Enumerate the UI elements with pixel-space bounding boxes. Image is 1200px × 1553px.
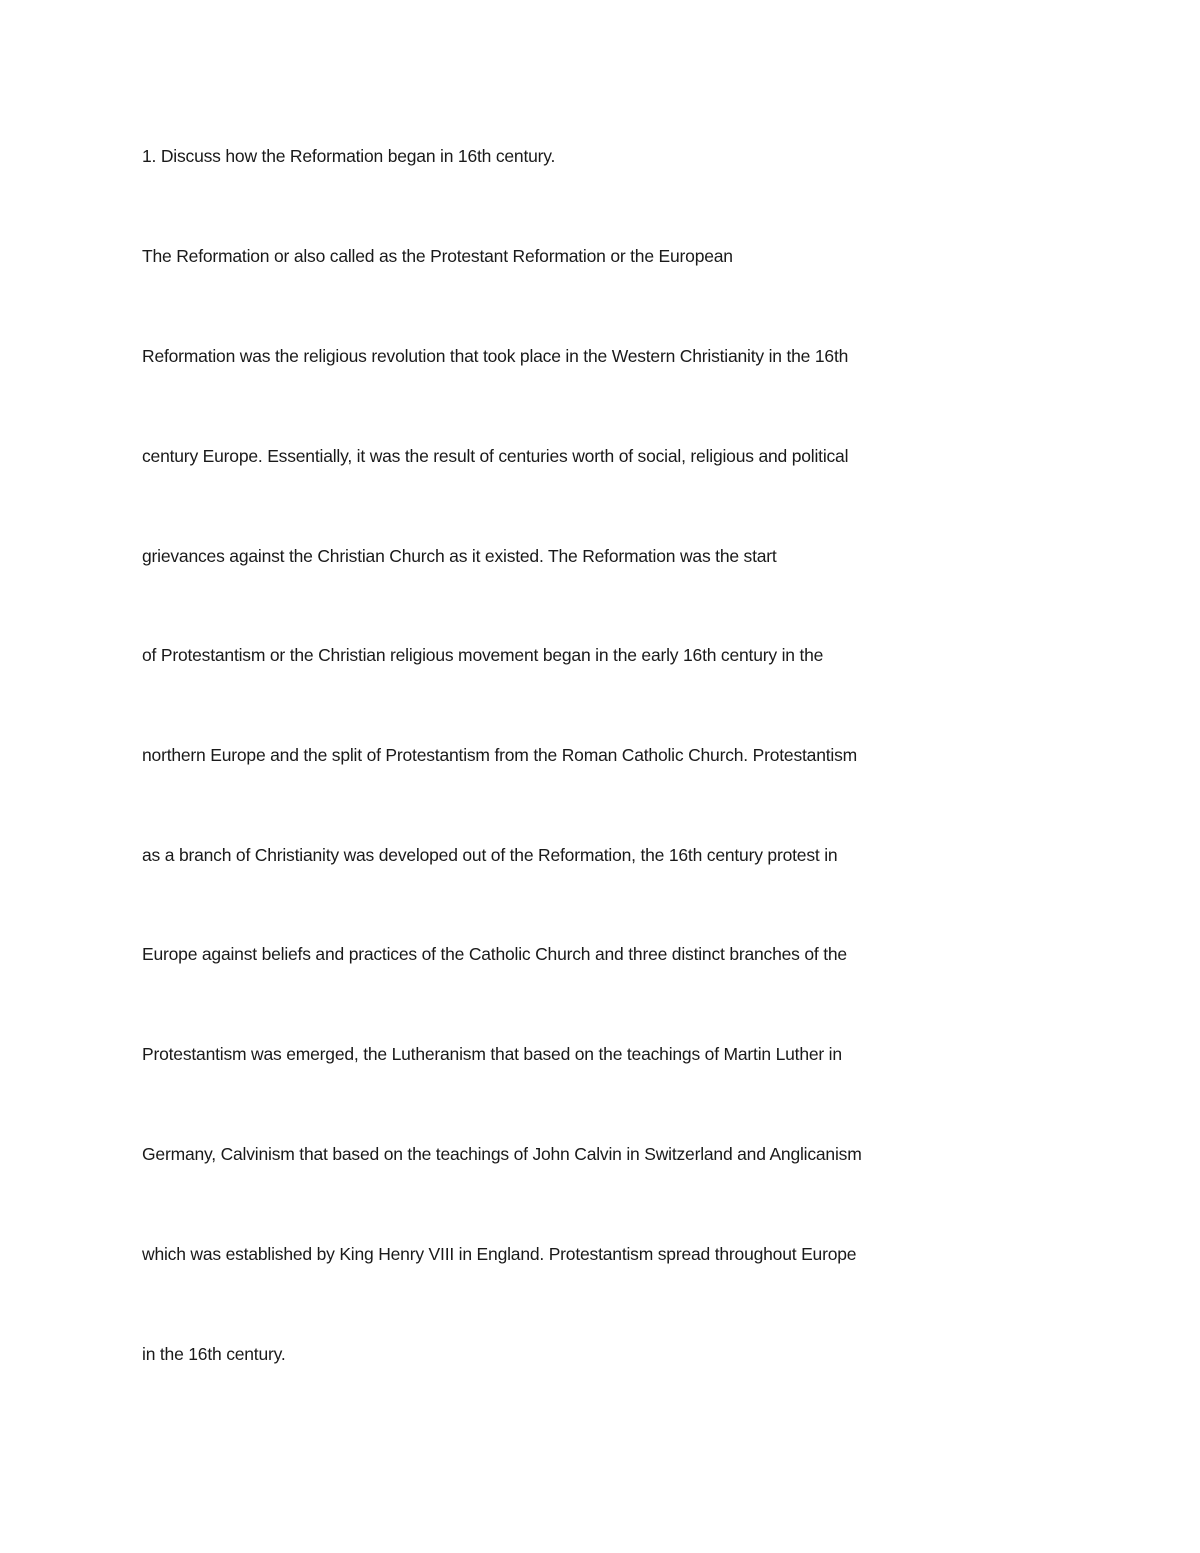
answer-line: century Europe. Essentially, it was the result of centuries worth of social, religious and political [142, 446, 849, 466]
answer-line: Europe against beliefs and practices of the Catholic Church and three distinct branches of the [142, 944, 847, 964]
answer-line: northern Europe and the split of Protestantism from the Roman Catholic Church. Protestantism [142, 745, 858, 765]
question-heading: 1. Discuss how the Reformation began in 16th century. [142, 146, 556, 166]
answer-line: in the 16th century. [142, 1344, 286, 1364]
answer-line: grievances against the Christian Church as it existed. The Reformation was the start [142, 546, 777, 566]
answer-line: Germany, Calvinism that based on the teachings of John Calvin in Switzerland and Anglicanism [142, 1144, 862, 1164]
answer-line: Reformation was the religious revolution that took place in the Western Christianity in the 16th [142, 346, 849, 366]
answer-line: as a branch of Christianity was developed out of the Reformation, the 16th century protest in [142, 845, 838, 865]
answer-line: The Reformation or also called as the Protestant Reformation or the European [142, 246, 733, 266]
answer-line: Protestantism was emerged, the Lutheranism that based on the teachings of Martin Luther in [142, 1044, 842, 1064]
answer-line: which was established by King Henry VIII in England. Protestantism spread throughout Europe [142, 1244, 857, 1264]
answer-line: of Protestantism or the Christian religious movement began in the early 16th century in the [142, 645, 824, 665]
